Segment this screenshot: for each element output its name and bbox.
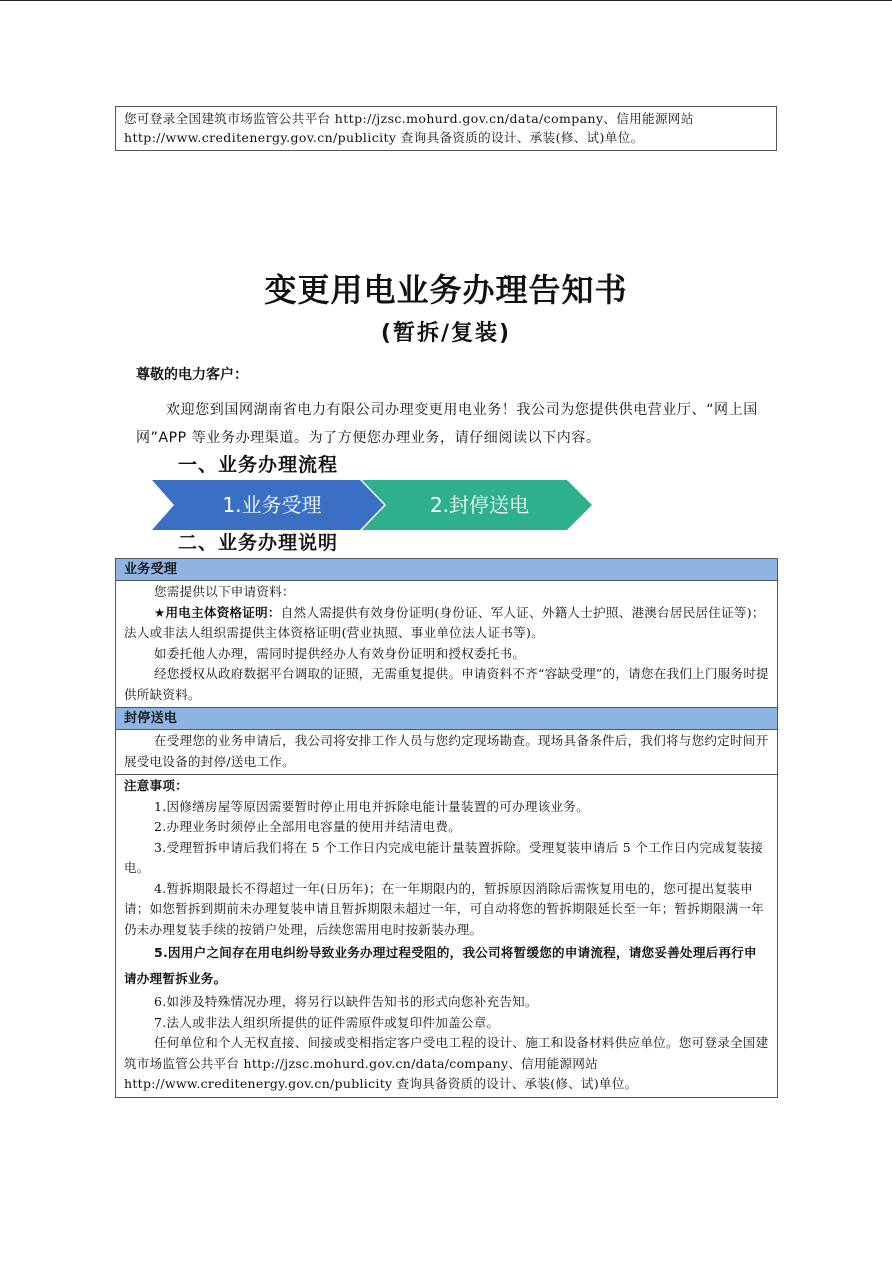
acceptance-p1: 您需提供以下申请资料： — [154, 584, 295, 599]
business-info-table — [115, 558, 778, 1098]
seal-p1: 在受理您的业务申请后，我公司将安排工作人员与您约定现场勘查。现场具备条件后，我们将与您约定时间开展受电设备的封停/送电工作。 — [124, 733, 769, 769]
top-note-box — [115, 106, 777, 151]
notice-item-1: 1.因修缮房屋等原因需要暂时停止用电并拆除电能计量装置的可办理该业务。 — [154, 798, 589, 814]
top-note-line1: 您可登录全国建筑市场监管公共平台 http://jzsc.mohurd.gov.cn/data/company、信用能源网站 — [124, 111, 694, 126]
notice-item-7: 7.法人或非法人组织所提供的证件需原件或复印件加盖公章。 — [154, 1014, 500, 1030]
acceptance-body — [116, 581, 777, 708]
document-title: 变更用电业务办理告知书 — [264, 271, 628, 309]
acceptance-header: 业务受理 — [116, 559, 777, 581]
qualification-text: 自然人需提供有效身份证明(身份证、军人证、外籍人士护照、港澳台居民居住证等)；法人或非法人组织需提供主体资格证明(营业执照、事业单位法人证书等)。 — [124, 604, 765, 640]
seal-header: 封停送电 — [116, 708, 777, 730]
flow-step-1-label: 1.业务受理 — [222, 493, 322, 517]
notice-item-2: 2.办理业务时须停止全部用电容量的使用并结清电费。 — [154, 819, 461, 834]
notice-item-4: 4.暂拆期限最长不得超过一年(日历年)；在一年期限内的，暂拆原因消除后需恢复用电的，您可提出复装申请；如您暂拆到期前未办理复装申请且暂拆期限未超过一年，可自动将您的暂拆期限延长至一年；暂拆期限满一年仍未办理复装手续的按销户处理，后续您需用电时按新装办理。 — [124, 880, 765, 937]
process-flow — [152, 480, 592, 530]
intro-paragraph: 欢迎您到国网湖南省电力有限公司办理变更用电业务！我公司为您提供供电营业厅、“网上国网”APP 等业务办理渠道。为了方便您办理业务，请仔细阅读以下内容。 — [136, 402, 758, 446]
section2-heading: 二、业务办理说明 — [178, 532, 339, 554]
flow-step-2-label: 2.封停送电 — [429, 493, 530, 517]
top-note-line2: http://www.creditenergy.gov.cn/publicity 查询具备资质的设计、承装(修、试)单位。 — [124, 130, 644, 145]
seal-body — [116, 730, 777, 775]
document-subtitle: (暂拆/复装) — [380, 321, 512, 346]
qualification-label: ★用电主体资格证明： — [154, 604, 281, 620]
section1-heading: 一、业务办理流程 — [178, 454, 339, 476]
acceptance-p2 — [124, 603, 769, 644]
notice-header: 注意事项： — [124, 778, 189, 793]
notice-item-3: 3.受理暂拆申请后我们将在 5 个工作日内完成电能计量装置拆除。受理复装申请后 5 个工作日内完成复装接电。 — [124, 839, 764, 875]
acceptance-p3: 如委托他人办理，需同时提供经办人有效身份证明和授权委托书。 — [154, 645, 526, 661]
greeting: 尊敬的电力客户： — [136, 367, 248, 383]
page-top-rule — [0, 0, 892, 1]
notice-item-5: 5.因用户之间存在用电纠纷导致业务办理过程受阻的，我公司将暂缓您的申请流程，请您妥善处理后再行申请办理暂拆业务。 — [124, 945, 757, 986]
notice-item-6: 6.如涉及特殊情况办理，将另行以缺件告知书的形式向您补充告知。 — [154, 994, 538, 1009]
acceptance-p4: 经您授权从政府数据平台调取的证照，无需重复提供。申请资料不齐“容缺受理”的，请您在我们上门服务时提供所缺资料。 — [124, 666, 769, 702]
notice-closing: 任何单位和个人无权直接、间接或变相指定客户受电工程的设计、施工和设备材料供应单位。您可登录全国建筑市场监管公共平台 http://jzsc.mohurd.gov.cn/data/company、信用能源网站 http://www.creditenergy.gov.cn/publicity 查询具备资质的设计、承装(修、试)单位。 — [124, 1035, 769, 1091]
notice-section — [116, 775, 777, 1097]
